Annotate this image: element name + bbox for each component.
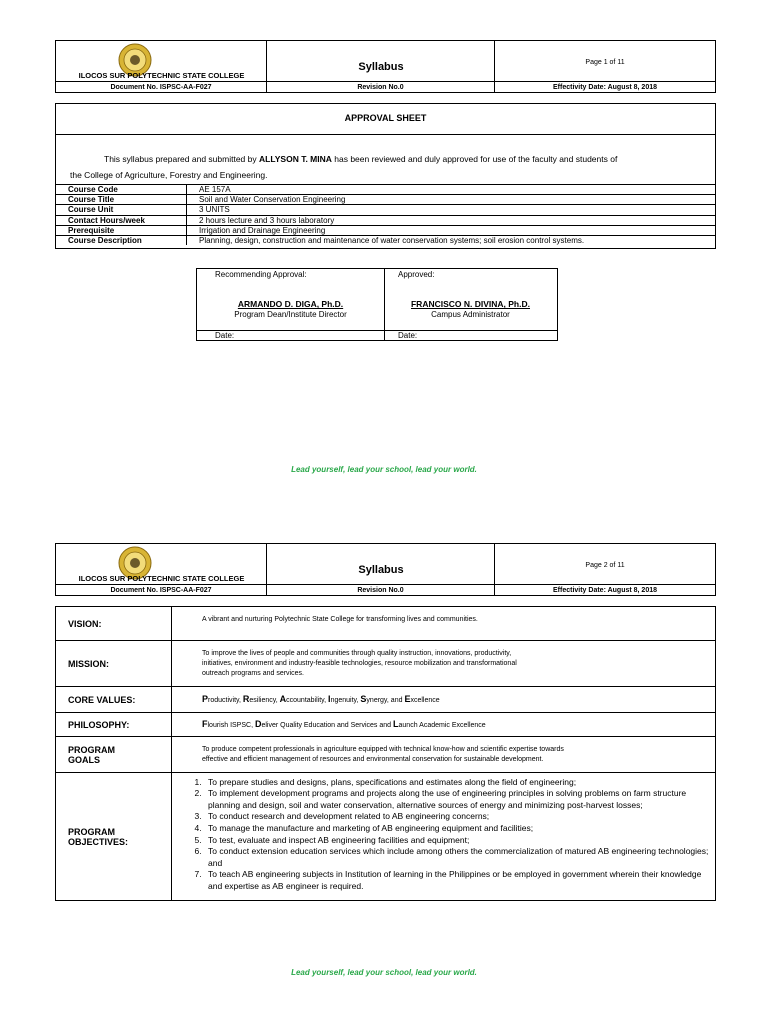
page1-header <box>55 40 716 93</box>
row-key: Course Description <box>56 235 187 245</box>
row-value: Planning, design, construction and maintenance of water conservation systems; soil erosion control systems. <box>187 235 716 245</box>
philosophy-initial: L <box>393 718 399 729</box>
doc-title: Syllabus <box>358 564 404 576</box>
table-row <box>56 687 716 713</box>
table-row <box>56 225 715 235</box>
table-row <box>56 195 715 205</box>
program-goals-text <box>172 737 716 773</box>
mission-label: MISSION: <box>56 641 172 687</box>
approval-intro-post: has been reviewed and duly approved for use of the faculty and students of <box>334 154 618 164</box>
objectives-list <box>172 777 715 893</box>
core-initial: I <box>328 693 331 704</box>
table-row <box>56 185 715 195</box>
recommending-label: Recommending Approval: <box>215 270 307 279</box>
approved-by <box>384 269 557 340</box>
doc-title: Syllabus <box>358 61 404 73</box>
page-cell <box>495 41 715 81</box>
mission-text <box>172 641 716 687</box>
row-value: Irrigation and Drainage Engineering <box>187 225 716 235</box>
list-item: 3. To conduct research and development related to AB engineering concerns; <box>204 811 715 823</box>
signature-box <box>196 268 558 341</box>
core-rest: xcellence <box>410 696 440 704</box>
program-goals-label-line: GOALS <box>68 754 101 765</box>
document-number: Document No. ISPSC-AA-F027 <box>56 585 267 596</box>
page-number: Page 1 of 11 <box>585 59 625 66</box>
mission-line: initiatives, environment and industry-feasible technologies, resource mobilization and transformational <box>202 659 517 667</box>
core-initial: S <box>360 693 367 704</box>
program-objectives-label <box>56 773 172 901</box>
revision-number: Revision No.0 <box>267 585 495 596</box>
core-initial: E <box>404 693 411 704</box>
philosophy-label: PHILOSOPHY: <box>56 713 172 737</box>
effectivity-date: Effectivity Date: August 8, 2018 <box>553 587 657 594</box>
approval-intro-line2: the College of Agriculture, Forestry and Engineering. <box>70 170 268 180</box>
approved-label: Approved: <box>398 270 435 279</box>
list-item: 7. To teach AB engineering subjects in Institution of learning in the Philippines or be employed in government wherein their knowledge and expertise as AB engineer is required. <box>204 869 715 892</box>
goals-line: effective and efficient management of resources and environmental conservation for sustainable development. <box>202 755 544 763</box>
revision-number: Revision No.0 <box>267 82 495 93</box>
philosophy-rest: eliver Quality Education and Services and <box>261 721 392 729</box>
recommender-name: ARMANDO D. DIGA, Ph.D. <box>237 299 344 309</box>
approval-intro <box>104 154 617 164</box>
list-item: 5. To test, evaluate and inspect AB engineering facilities and equipment; <box>204 835 715 847</box>
table-row <box>56 215 715 225</box>
header-meta-row <box>56 584 715 595</box>
college-cell <box>56 544 267 584</box>
core-values-text <box>172 687 716 713</box>
vision-text: A vibrant and nurturing Polytechnic State College for transforming lives and communities. <box>172 607 716 641</box>
row-value: AE 157A <box>187 185 716 195</box>
table-row <box>56 773 716 901</box>
table-row <box>56 235 715 245</box>
page-cell <box>495 544 715 584</box>
list-item: 6. To conduct extension education services which include among others the commercialization of matured AB engineering technologies; and <box>204 846 715 869</box>
list-item: 4. To manage the manufacture and marketing of AB engineering equipment and facilities; <box>204 823 715 835</box>
core-rest: esiliency, <box>249 696 278 704</box>
approval-author: ALLYSON T. MINA <box>259 154 332 164</box>
document-number: Document No. ISPSC-AA-F027 <box>56 82 267 93</box>
college-cell <box>56 41 267 81</box>
row-key: Course Title <box>56 195 187 205</box>
vision-label: VISION: <box>56 607 172 641</box>
table-row <box>56 713 716 737</box>
row-key: Contact Hours/week <box>56 215 187 225</box>
philosophy-text <box>172 713 716 737</box>
page1-motto: Lead yourself, lead your school, lead your world. <box>291 465 477 474</box>
philosophy-initial: F <box>202 718 208 729</box>
philosophy-rest: lourish ISPSC, <box>207 721 254 729</box>
table-row <box>56 205 715 215</box>
page2-motto: Lead yourself, lead your school, lead your world. <box>291 968 477 977</box>
college-name: ILOCOS SUR POLYTECHNIC STATE COLLEGE <box>78 574 245 583</box>
recommending-approval <box>197 269 385 340</box>
list-item: 2. To implement development programs and projects along the use of engineering principles in solving problems on farm structure planning and design, soil and water conservation, alternative sources of energy and minimizing post-harvest losses; <box>204 788 715 811</box>
core-rest: roductivity, <box>208 696 241 704</box>
approver-name: FRANCISCO N. DIVINA, Ph.D. <box>410 299 530 309</box>
table-row <box>56 641 716 687</box>
row-value: 2 hours lecture and 3 hours laboratory <box>187 215 716 225</box>
core-initial: R <box>242 693 250 704</box>
course-info-table <box>56 184 715 245</box>
row-value: 3 UNITS <box>187 205 716 215</box>
college-name: ILOCOS SUR POLYTECHNIC STATE COLLEGE <box>78 71 245 80</box>
philosophy-rest: aunch Academic Excellence <box>398 721 486 729</box>
core-rest: ynergy, and <box>366 696 403 704</box>
row-value: Soil and Water Conservation Engineering <box>187 195 716 205</box>
program-goals-label <box>56 737 172 773</box>
approval-title: APPROVAL SHEET <box>56 104 715 135</box>
page-number: Page 2 of 11 <box>585 562 625 569</box>
core-rest: ngenuity, <box>330 696 359 704</box>
table-row <box>56 607 716 641</box>
program-objectives-label-line: OBJECTIVES: <box>68 836 129 847</box>
row-key: Prerequisite <box>56 225 187 235</box>
title-cell <box>267 544 495 584</box>
mission-line: To improve the lives of people and communities through quality instruction, innovations, productivity, <box>202 649 512 657</box>
core-rest: ccountability, <box>286 696 327 704</box>
recommender-role: Program Dean/Institute Director <box>234 310 347 319</box>
table-row <box>56 737 716 773</box>
approval-intro-pre: This syllabus prepared and submitted by <box>104 154 257 164</box>
program-objectives-label-line: PROGRAM <box>68 826 115 837</box>
program-objectives-cell <box>172 773 716 901</box>
goals-line: To produce competent professionals in agriculture equipped with technical know-how and scientific expertise towards <box>202 745 564 753</box>
institutional-table <box>55 606 716 901</box>
header-meta-row <box>56 81 715 92</box>
approval-sheet <box>55 103 716 249</box>
effectivity-date: Effectivity Date: August 8, 2018 <box>553 84 657 91</box>
program-goals-label-line: PROGRAM <box>68 744 115 755</box>
core-initial: P <box>202 693 209 704</box>
row-key: Course Code <box>56 185 187 195</box>
list-item: 1. To prepare studies and designs, plans, specifications and estimates along the field of engineering; <box>204 777 715 789</box>
core-values-label: CORE VALUES: <box>56 687 172 713</box>
recommender-date: Date: <box>197 330 384 341</box>
approver-role: Campus Administrator <box>431 310 510 319</box>
title-cell <box>267 41 495 81</box>
core-initial: A <box>279 693 287 704</box>
approver-date: Date: <box>384 330 557 341</box>
page2-header <box>55 543 716 596</box>
mission-line: outreach programs and services. <box>202 669 304 677</box>
philosophy-initial: D <box>254 718 262 729</box>
row-key: Course Unit <box>56 205 187 215</box>
